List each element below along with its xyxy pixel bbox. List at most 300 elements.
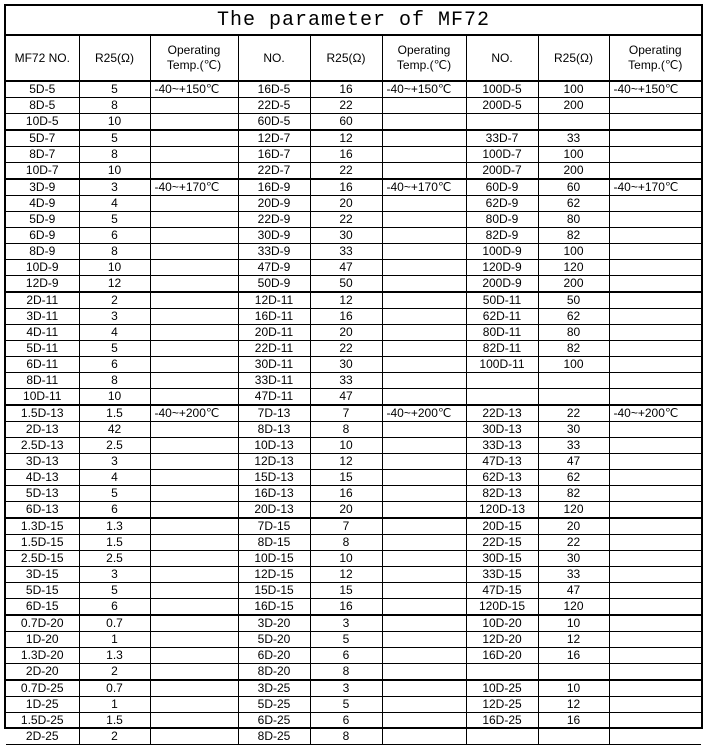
model-no-2: 8D-20 — [238, 664, 310, 681]
table-row — [6, 454, 701, 470]
r25-value-3: 120 — [538, 502, 609, 519]
operating-temp-2: -40~+170℃ — [382, 179, 466, 196]
r25-value-1: 5 — [79, 486, 150, 502]
operating-temp-1 — [150, 357, 238, 373]
table-row — [6, 615, 701, 632]
r25-value-1: 8 — [79, 147, 150, 163]
table-row — [6, 470, 701, 486]
r25-value-3: 60 — [538, 179, 609, 196]
model-no-2: 10D-15 — [238, 551, 310, 567]
table-row — [6, 583, 701, 599]
operating-temp-3 — [609, 357, 701, 373]
table-row — [6, 632, 701, 648]
model-no-1: 2D-25 — [6, 729, 79, 745]
table-row — [6, 357, 701, 373]
model-no-2: 20D-13 — [238, 502, 310, 519]
model-no-1: 5D-9 — [6, 212, 79, 228]
model-no-1: 6D-13 — [6, 502, 79, 519]
r25-value-2: 30 — [310, 357, 382, 373]
r25-value-3: 82 — [538, 228, 609, 244]
operating-temp-2 — [382, 276, 466, 293]
model-no-1: 1.5D-25 — [6, 713, 79, 729]
table-row — [6, 518, 701, 535]
table-row — [6, 551, 701, 567]
r25-value-3: 50 — [538, 292, 609, 309]
r25-value-3 — [538, 389, 609, 406]
r25-value-3: 62 — [538, 196, 609, 212]
operating-temp-3: -40~+150℃ — [609, 81, 701, 98]
operating-temp-1 — [150, 697, 238, 713]
operating-temp-1 — [150, 325, 238, 341]
model-no-2: 3D-25 — [238, 680, 310, 697]
operating-temp-3 — [609, 212, 701, 228]
operating-temp-2: -40~+200℃ — [382, 405, 466, 422]
operating-temp-2 — [382, 114, 466, 131]
r25-value-1: 4 — [79, 196, 150, 212]
r25-value-3: 80 — [538, 325, 609, 341]
model-no-2: 12D-15 — [238, 567, 310, 583]
table-body — [6, 81, 701, 745]
model-no-3: 60D-9 — [466, 179, 538, 196]
r25-value-1: 6 — [79, 357, 150, 373]
operating-temp-3 — [609, 196, 701, 212]
r25-value-2: 6 — [310, 713, 382, 729]
r25-value-3: 10 — [538, 680, 609, 697]
r25-value-3: 82 — [538, 341, 609, 357]
model-no-1: 8D-7 — [6, 147, 79, 163]
r25-value-3: 12 — [538, 632, 609, 648]
model-no-2: 12D-11 — [238, 292, 310, 309]
model-no-3: 47D-15 — [466, 583, 538, 599]
operating-temp-3 — [609, 373, 701, 389]
r25-value-2: 16 — [310, 486, 382, 502]
r25-value-1: 2.5 — [79, 438, 150, 454]
operating-temp-2 — [382, 212, 466, 228]
table-row — [6, 179, 701, 196]
operating-temp-3 — [609, 518, 701, 535]
operating-temp-2 — [382, 309, 466, 325]
r25-value-2: 22 — [310, 98, 382, 114]
operating-temp-2 — [382, 357, 466, 373]
r25-value-1: 8 — [79, 98, 150, 114]
col-header-temp-1: Operating Temp.(℃) — [150, 36, 238, 81]
table-row — [6, 228, 701, 244]
operating-temp-2 — [382, 567, 466, 583]
model-no-1: 1D-25 — [6, 697, 79, 713]
model-no-3: 10D-25 — [466, 680, 538, 697]
operating-temp-3 — [609, 292, 701, 309]
model-no-3: 50D-11 — [466, 292, 538, 309]
model-no-2: 16D-13 — [238, 486, 310, 502]
model-no-1: 3D-11 — [6, 309, 79, 325]
col-header-r25-2: R25(Ω) — [310, 36, 382, 81]
table-row — [6, 535, 701, 551]
r25-value-1: 1 — [79, 697, 150, 713]
r25-value-1: 0.7 — [79, 615, 150, 632]
r25-value-3: 22 — [538, 405, 609, 422]
table-row — [6, 114, 701, 131]
r25-value-3: 100 — [538, 81, 609, 98]
model-no-2: 60D-5 — [238, 114, 310, 131]
operating-temp-2 — [382, 729, 466, 745]
model-no-1: 4D-11 — [6, 325, 79, 341]
r25-value-2: 12 — [310, 567, 382, 583]
r25-value-3: 62 — [538, 470, 609, 486]
r25-value-2: 22 — [310, 212, 382, 228]
r25-value-2: 16 — [310, 147, 382, 163]
operating-temp-3 — [609, 309, 701, 325]
operating-temp-3 — [609, 583, 701, 599]
operating-temp-1 — [150, 163, 238, 180]
operating-temp-2 — [382, 196, 466, 212]
operating-temp-3 — [609, 502, 701, 519]
r25-value-3: 62 — [538, 309, 609, 325]
operating-temp-1 — [150, 615, 238, 632]
r25-value-2: 8 — [310, 535, 382, 551]
operating-temp-2 — [382, 130, 466, 147]
r25-value-2: 5 — [310, 697, 382, 713]
r25-value-2: 50 — [310, 276, 382, 293]
operating-temp-3 — [609, 276, 701, 293]
r25-value-3: 33 — [538, 438, 609, 454]
model-no-3: 100D-5 — [466, 81, 538, 98]
r25-value-2: 7 — [310, 518, 382, 535]
operating-temp-1 — [150, 196, 238, 212]
r25-value-3: 30 — [538, 551, 609, 567]
model-no-1: 0.7D-25 — [6, 680, 79, 697]
operating-temp-1 — [150, 632, 238, 648]
model-no-2: 20D-11 — [238, 325, 310, 341]
operating-temp-2 — [382, 599, 466, 616]
model-no-3: 120D-9 — [466, 260, 538, 276]
model-no-1: 3D-15 — [6, 567, 79, 583]
model-no-3: 33D-7 — [466, 130, 538, 147]
operating-temp-3 — [609, 648, 701, 664]
table-row — [6, 212, 701, 228]
model-no-2: 33D-11 — [238, 373, 310, 389]
table-row — [6, 244, 701, 260]
operating-temp-3 — [609, 389, 701, 406]
operating-temp-1 — [150, 583, 238, 599]
model-no-3 — [466, 389, 538, 406]
r25-value-2: 16 — [310, 179, 382, 196]
r25-value-1: 10 — [79, 163, 150, 180]
operating-temp-1 — [150, 422, 238, 438]
r25-value-1: 2 — [79, 729, 150, 745]
r25-value-3: 22 — [538, 535, 609, 551]
parameter-sheet — [4, 4, 703, 743]
model-no-3 — [466, 114, 538, 131]
model-no-3: 30D-13 — [466, 422, 538, 438]
model-no-3: 80D-9 — [466, 212, 538, 228]
model-no-3: 12D-25 — [466, 697, 538, 713]
r25-value-1: 2.5 — [79, 551, 150, 567]
model-no-2: 6D-20 — [238, 648, 310, 664]
operating-temp-1 — [150, 260, 238, 276]
operating-temp-2 — [382, 260, 466, 276]
model-no-3: 12D-20 — [466, 632, 538, 648]
table-row — [6, 196, 701, 212]
model-no-3: 20D-15 — [466, 518, 538, 535]
operating-temp-3 — [609, 228, 701, 244]
r25-value-1: 6 — [79, 228, 150, 244]
operating-temp-3 — [609, 551, 701, 567]
r25-value-3 — [538, 664, 609, 681]
header-row — [6, 36, 701, 81]
model-no-1: 5D-13 — [6, 486, 79, 502]
model-no-2: 3D-20 — [238, 615, 310, 632]
r25-value-1: 1.5 — [79, 535, 150, 551]
r25-value-3 — [538, 729, 609, 745]
model-no-3: 33D-13 — [466, 438, 538, 454]
operating-temp-3 — [609, 567, 701, 583]
operating-temp-2 — [382, 470, 466, 486]
operating-temp-1 — [150, 244, 238, 260]
r25-value-2: 60 — [310, 114, 382, 131]
operating-temp-3 — [609, 729, 701, 745]
model-no-1: 5D-15 — [6, 583, 79, 599]
table-row — [6, 729, 701, 745]
model-no-2: 16D-15 — [238, 599, 310, 616]
r25-value-2: 6 — [310, 648, 382, 664]
operating-temp-3 — [609, 599, 701, 616]
table-row — [6, 405, 701, 422]
model-no-3: 200D-7 — [466, 163, 538, 180]
model-no-3: 47D-13 — [466, 454, 538, 470]
model-no-2: 12D-7 — [238, 130, 310, 147]
model-no-1: 8D-11 — [6, 373, 79, 389]
operating-temp-2 — [382, 697, 466, 713]
operating-temp-1 — [150, 470, 238, 486]
table-row — [6, 486, 701, 502]
r25-value-2: 12 — [310, 454, 382, 470]
r25-value-3: 20 — [538, 518, 609, 535]
operating-temp-3: -40~+200℃ — [609, 405, 701, 422]
table-row — [6, 438, 701, 454]
model-no-2: 8D-15 — [238, 535, 310, 551]
r25-value-3: 200 — [538, 276, 609, 293]
r25-value-2: 10 — [310, 438, 382, 454]
r25-value-2: 10 — [310, 551, 382, 567]
operating-temp-1 — [150, 292, 238, 309]
model-no-1: 1D-20 — [6, 632, 79, 648]
model-no-3: 200D-9 — [466, 276, 538, 293]
r25-value-2: 8 — [310, 422, 382, 438]
model-no-1: 10D-11 — [6, 389, 79, 406]
table-row — [6, 373, 701, 389]
r25-value-3: 30 — [538, 422, 609, 438]
model-no-2: 33D-9 — [238, 244, 310, 260]
r25-value-1: 2 — [79, 292, 150, 309]
r25-value-1: 5 — [79, 341, 150, 357]
operating-temp-2: -40~+150℃ — [382, 81, 466, 98]
operating-temp-3 — [609, 341, 701, 357]
r25-value-2: 12 — [310, 292, 382, 309]
operating-temp-1 — [150, 98, 238, 114]
model-no-1: 2.5D-13 — [6, 438, 79, 454]
r25-value-1: 6 — [79, 502, 150, 519]
table-row — [6, 309, 701, 325]
model-no-3: 100D-9 — [466, 244, 538, 260]
operating-temp-1 — [150, 664, 238, 681]
r25-value-1: 0.7 — [79, 680, 150, 697]
operating-temp-3 — [609, 713, 701, 729]
model-no-3: 120D-15 — [466, 599, 538, 616]
table-row — [6, 276, 701, 293]
model-no-1: 10D-7 — [6, 163, 79, 180]
model-no-2: 22D-5 — [238, 98, 310, 114]
table-row — [6, 292, 701, 309]
operating-temp-2 — [382, 98, 466, 114]
model-no-3 — [466, 729, 538, 745]
model-no-3: 10D-20 — [466, 615, 538, 632]
r25-value-2: 8 — [310, 729, 382, 745]
operating-temp-1 — [150, 518, 238, 535]
operating-temp-1 — [150, 438, 238, 454]
r25-value-2: 12 — [310, 130, 382, 147]
model-no-2: 12D-13 — [238, 454, 310, 470]
table-row — [6, 567, 701, 583]
r25-value-3: 100 — [538, 357, 609, 373]
table-row — [6, 680, 701, 697]
model-no-3: 16D-25 — [466, 713, 538, 729]
r25-value-1: 4 — [79, 325, 150, 341]
model-no-2: 50D-9 — [238, 276, 310, 293]
operating-temp-3 — [609, 632, 701, 648]
model-no-2: 10D-13 — [238, 438, 310, 454]
r25-value-3: 100 — [538, 244, 609, 260]
r25-value-1: 1.3 — [79, 518, 150, 535]
table-row — [6, 599, 701, 616]
model-no-2: 30D-9 — [238, 228, 310, 244]
model-no-2: 15D-15 — [238, 583, 310, 599]
model-no-3: 33D-15 — [466, 567, 538, 583]
model-no-1: 3D-9 — [6, 179, 79, 196]
operating-temp-3 — [609, 697, 701, 713]
operating-temp-1 — [150, 389, 238, 406]
operating-temp-3 — [609, 470, 701, 486]
r25-value-2: 16 — [310, 309, 382, 325]
model-no-2: 5D-20 — [238, 632, 310, 648]
operating-temp-2 — [382, 713, 466, 729]
page-title: The parameter of MF72 — [6, 6, 701, 36]
operating-temp-1 — [150, 147, 238, 163]
r25-value-2: 30 — [310, 228, 382, 244]
model-no-1: 1.5D-13 — [6, 405, 79, 422]
model-no-3: 82D-13 — [466, 486, 538, 502]
r25-value-2: 15 — [310, 583, 382, 599]
r25-value-1: 3 — [79, 309, 150, 325]
r25-value-1: 10 — [79, 114, 150, 131]
model-no-3: 120D-13 — [466, 502, 538, 519]
r25-value-1: 5 — [79, 81, 150, 98]
operating-temp-3 — [609, 260, 701, 276]
operating-temp-1 — [150, 535, 238, 551]
r25-value-2: 20 — [310, 196, 382, 212]
r25-value-3: 200 — [538, 163, 609, 180]
r25-value-2: 22 — [310, 341, 382, 357]
r25-value-1: 12 — [79, 276, 150, 293]
r25-value-2: 16 — [310, 81, 382, 98]
operating-temp-1 — [150, 276, 238, 293]
model-no-3: 30D-15 — [466, 551, 538, 567]
col-header-no-1: MF72 NO. — [6, 36, 79, 81]
model-no-2: 8D-25 — [238, 729, 310, 745]
table-row — [6, 341, 701, 357]
model-no-3: 100D-7 — [466, 147, 538, 163]
operating-temp-3 — [609, 114, 701, 131]
operating-temp-2 — [382, 244, 466, 260]
model-no-3: 62D-9 — [466, 196, 538, 212]
model-no-1: 3D-13 — [6, 454, 79, 470]
r25-value-3: 82 — [538, 486, 609, 502]
model-no-1: 5D-7 — [6, 130, 79, 147]
model-no-1: 6D-11 — [6, 357, 79, 373]
table-row — [6, 260, 701, 276]
r25-value-3: 47 — [538, 454, 609, 470]
operating-temp-2 — [382, 486, 466, 502]
r25-value-2: 33 — [310, 244, 382, 260]
table-row — [6, 502, 701, 519]
table-row — [6, 422, 701, 438]
operating-temp-2 — [382, 373, 466, 389]
operating-temp-1 — [150, 567, 238, 583]
model-no-2: 30D-11 — [238, 357, 310, 373]
r25-value-3: 100 — [538, 147, 609, 163]
model-no-2: 15D-13 — [238, 470, 310, 486]
col-header-r25-1: R25(Ω) — [79, 36, 150, 81]
operating-temp-1: -40~+150℃ — [150, 81, 238, 98]
model-no-2: 20D-9 — [238, 196, 310, 212]
model-no-1: 8D-5 — [6, 98, 79, 114]
r25-value-2: 20 — [310, 325, 382, 341]
model-no-3: 82D-11 — [466, 341, 538, 357]
model-no-3: 62D-11 — [466, 309, 538, 325]
model-no-1: 1.3D-15 — [6, 518, 79, 535]
r25-value-3: 33 — [538, 567, 609, 583]
operating-temp-2 — [382, 422, 466, 438]
model-no-3: 100D-11 — [466, 357, 538, 373]
operating-temp-3 — [609, 244, 701, 260]
r25-value-2: 16 — [310, 599, 382, 616]
model-no-1: 10D-5 — [6, 114, 79, 131]
r25-value-3 — [538, 373, 609, 389]
operating-temp-1 — [150, 373, 238, 389]
operating-temp-3: -40~+170℃ — [609, 179, 701, 196]
operating-temp-2 — [382, 648, 466, 664]
r25-value-2: 3 — [310, 680, 382, 697]
operating-temp-3 — [609, 486, 701, 502]
operating-temp-1 — [150, 228, 238, 244]
operating-temp-1 — [150, 502, 238, 519]
r25-value-3: 80 — [538, 212, 609, 228]
table-row — [6, 713, 701, 729]
model-no-3 — [466, 373, 538, 389]
operating-temp-3 — [609, 438, 701, 454]
model-no-2: 8D-13 — [238, 422, 310, 438]
table-row — [6, 389, 701, 406]
operating-temp-3 — [609, 130, 701, 147]
operating-temp-1 — [150, 713, 238, 729]
operating-temp-2 — [382, 615, 466, 632]
model-no-3: 22D-15 — [466, 535, 538, 551]
r25-value-1: 8 — [79, 244, 150, 260]
model-no-2: 16D-11 — [238, 309, 310, 325]
table-row — [6, 648, 701, 664]
r25-value-1: 42 — [79, 422, 150, 438]
operating-temp-2 — [382, 292, 466, 309]
table-row — [6, 130, 701, 147]
